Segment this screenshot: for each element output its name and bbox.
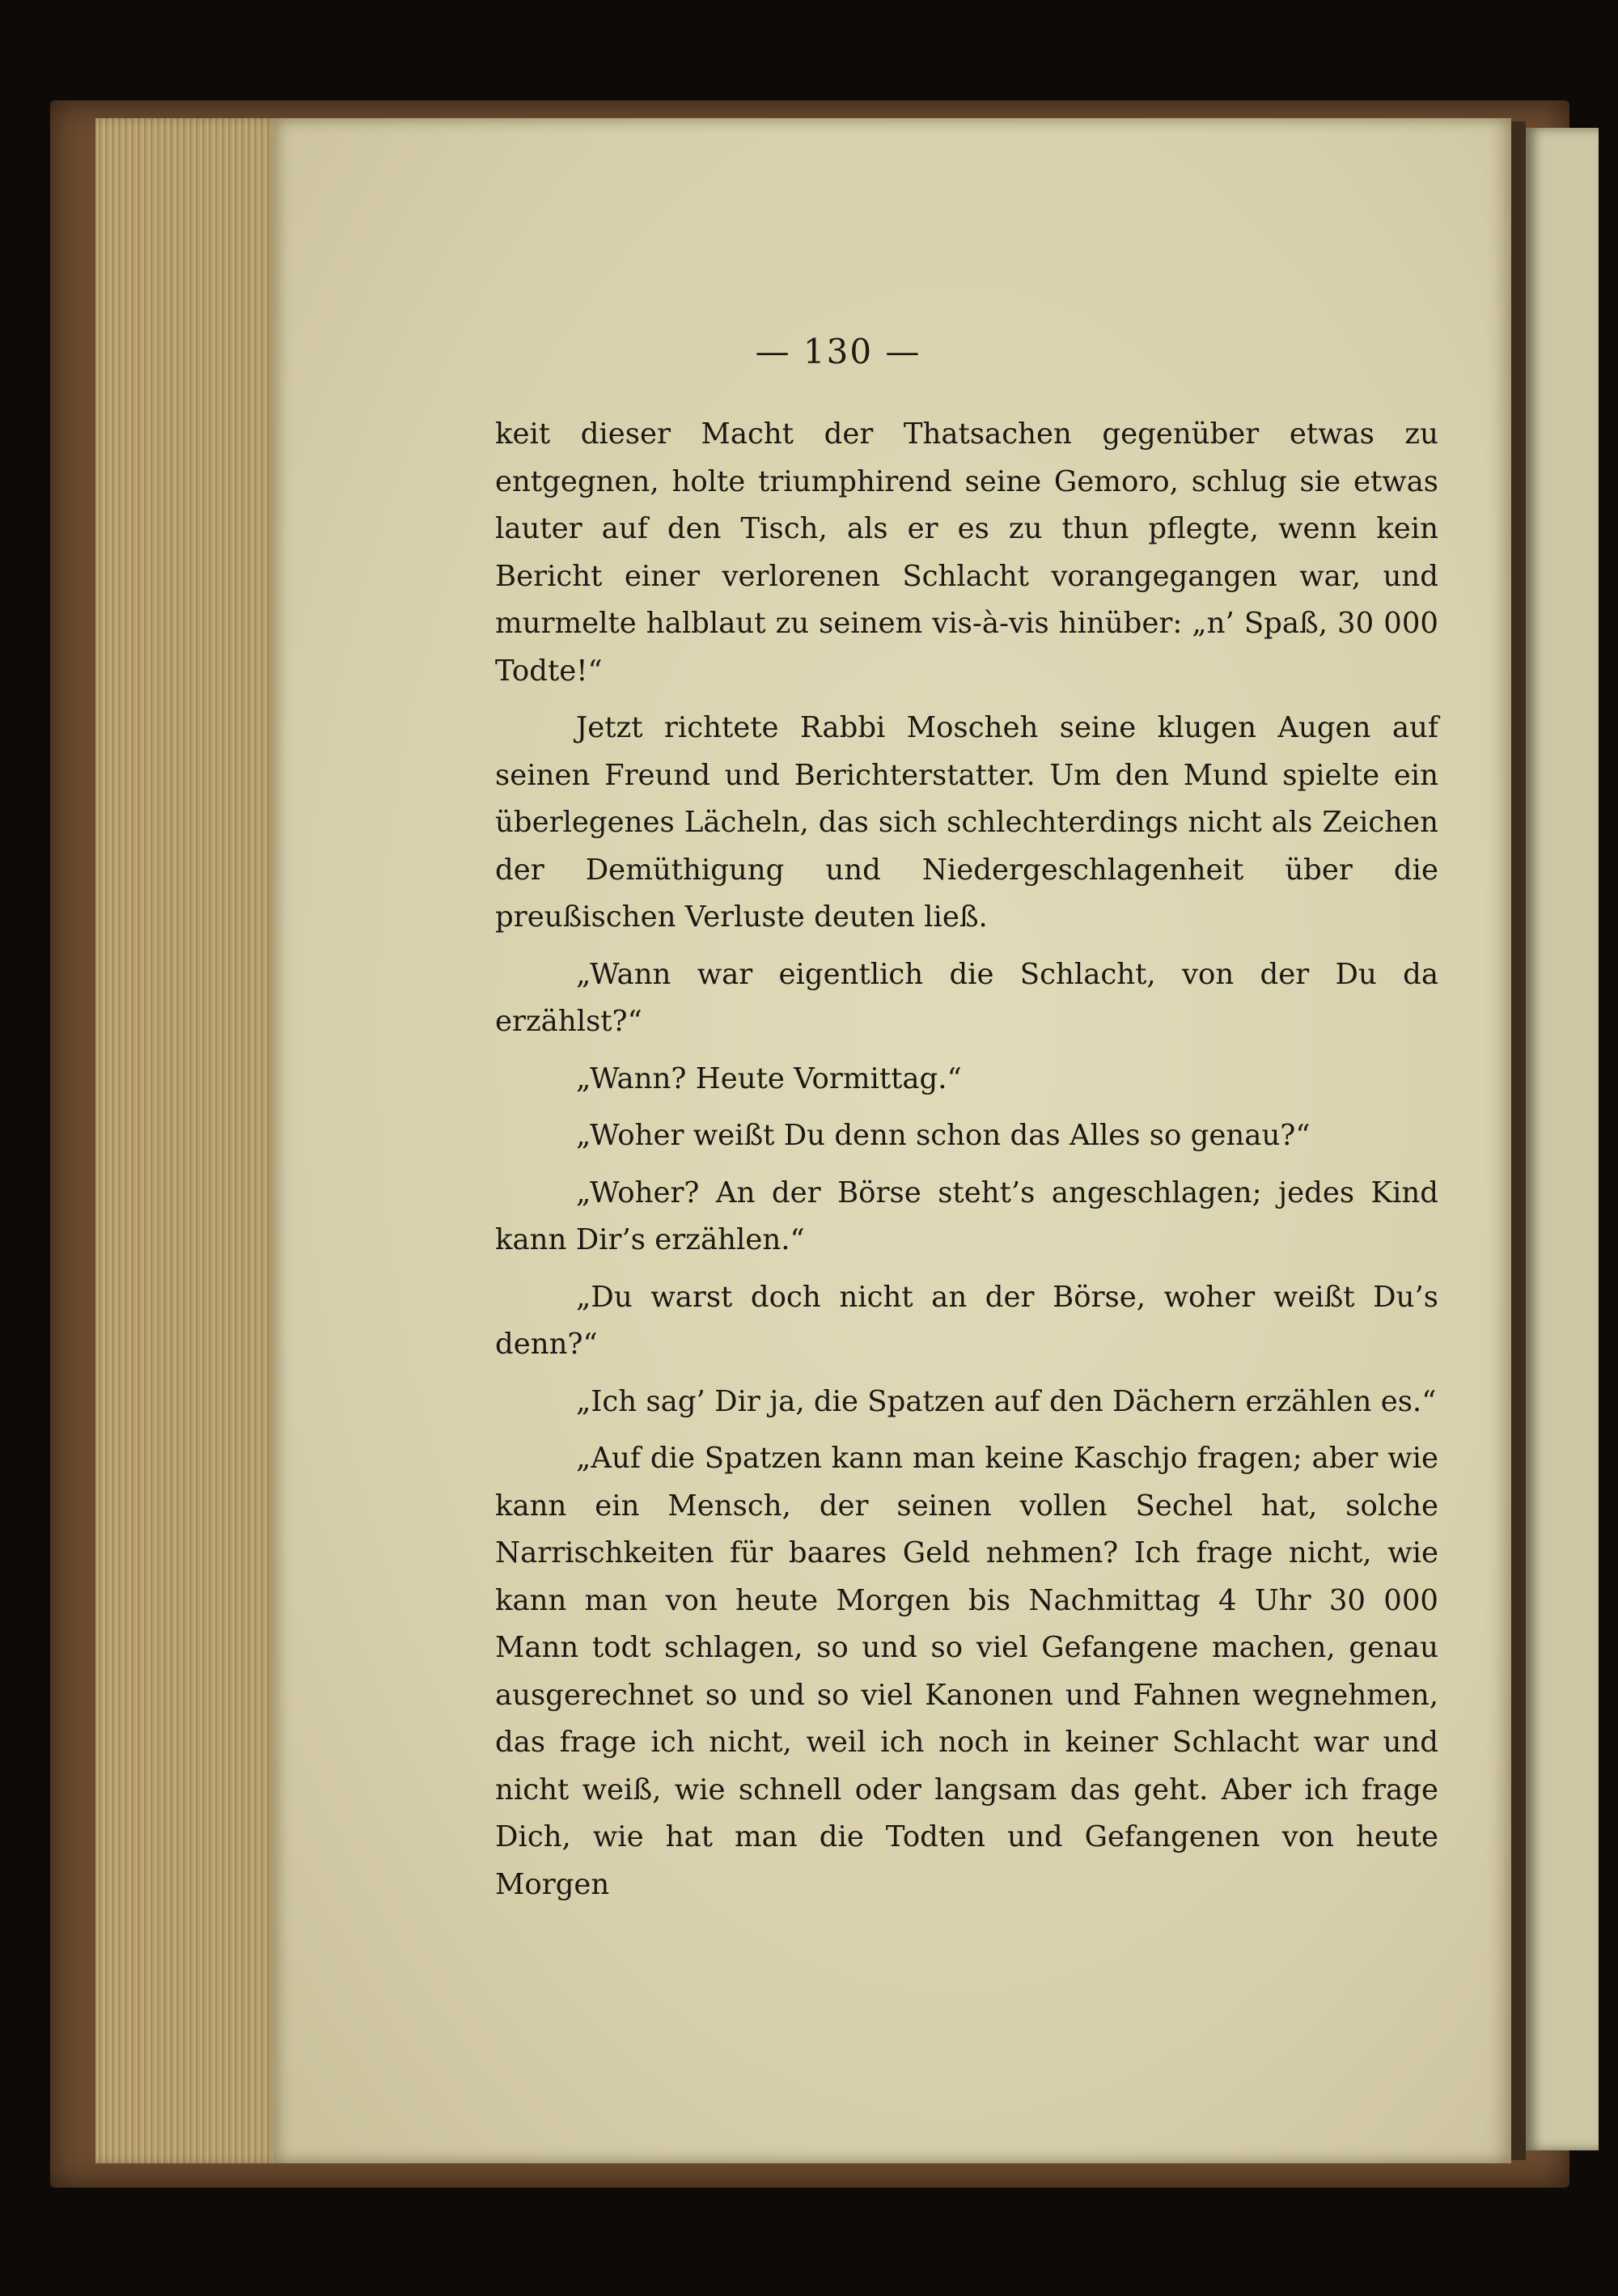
body-text (495, 411, 1438, 1918)
paragraph: „Wann? Heute Vormittag.“ (576, 1061, 962, 1095)
paragraph: „Du warst doch nicht an der Börse, woher weißt Du’s denn?“ (495, 1280, 1438, 1361)
paragraph: „Ich sag’ Dir ja, die Spatzen auf den Dächern erzählen es.“ (576, 1384, 1437, 1418)
facing-page-edge (1526, 128, 1599, 2150)
paragraph: keit dieser Macht der Thatsachen gegenüber etwas zu entgegnen, holte triumphirend seine Gemoro, schlug sie etwas lauter auf den Tisch, als er es zu thun pflegte, wenn kein Bericht einer verlorenen Schlacht vorangegangen war, und murmelte halblaut zu seinem vis-à-vis hinüber: „n’ Spaß, 30 000 Todte!“ (495, 417, 1438, 688)
book-gutter (1511, 121, 1526, 2160)
paragraph: „Woher weißt Du denn schon das Alles so genau?“ (576, 1119, 1311, 1152)
page-edges (95, 118, 280, 2163)
paragraph: „Auf die Spatzen kann man keine Kaschjo fragen; aber wie kann ein Mensch, der seinen vollen Sechel hat, solche Narrischkeiten für baares Geld nehmen? Ich frage nicht, wie kann man von heute Morgen bis Nachmittag 4 Uhr 30 000 Mann todt schlagen, so und so viel Gefangene machen, genau ausgerechnet so und so viel Kanonen und Fahnen wegnehmen, das frage ich nicht, weil ich noch in keiner Schlacht war und nicht weiß, wie schnell oder langsam das geht. Aber ich frage Dich, wie hat man die Todten und Gefangenen von heute Morgen (495, 1442, 1438, 1901)
paragraph: „Woher? An der Börse steht’s angeschlagen; jedes Kind kann Dir’s erzählen.“ (495, 1176, 1438, 1256)
page-number: — 130 — (755, 332, 921, 371)
paragraph: Jetzt richtete Rabbi Moscheh seine klugen Augen auf seinen Freund und Berichterstatter. Um den Mund spielte ein überlegenes Lächeln, das sich schlechterdings nicht als Zeichen der Demüthigung und Niedergeschlagenheit über die preußischen Verluste deuten ließ. (495, 711, 1438, 934)
paragraph: „Wann war eigentlich die Schlacht, von der Du da erzählst?“ (495, 957, 1438, 1038)
